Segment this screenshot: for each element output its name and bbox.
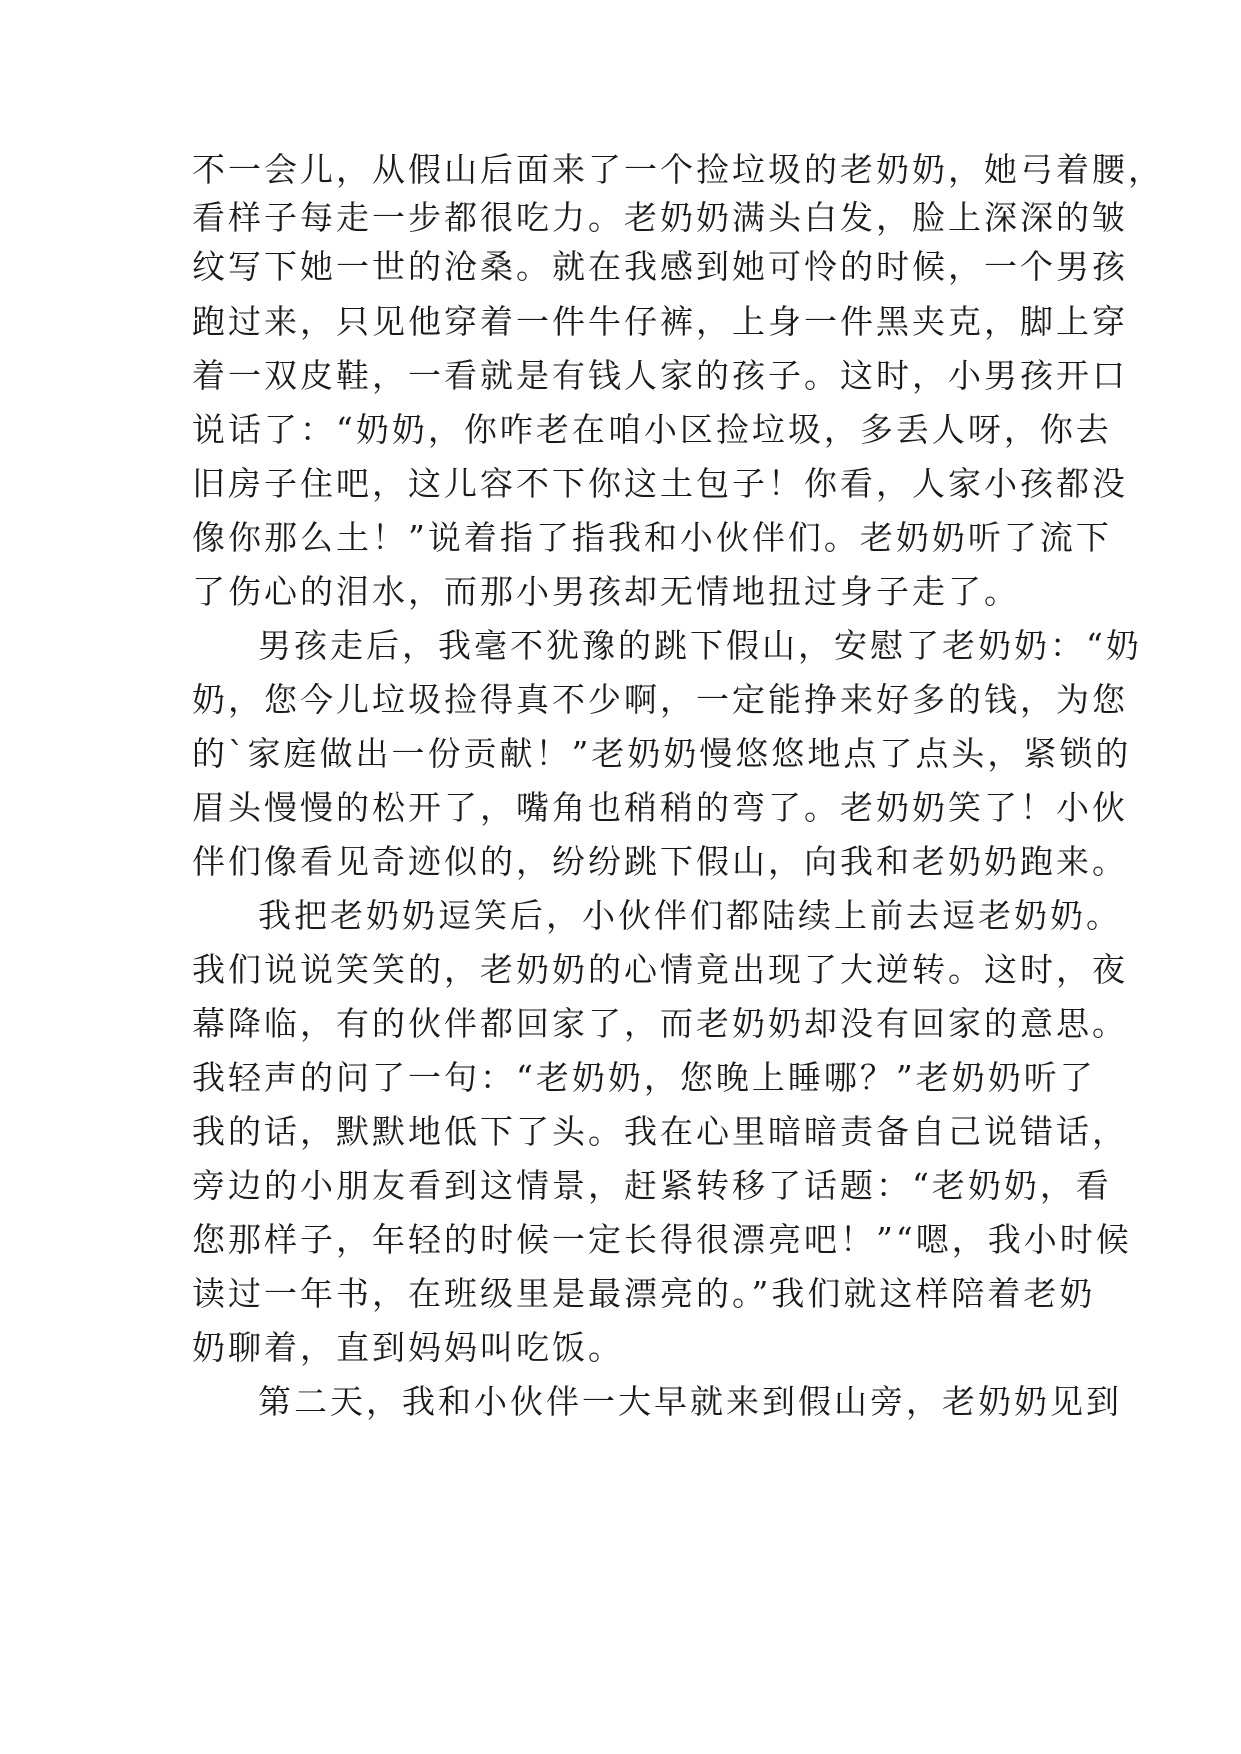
text-line: 着一双皮鞋，一看就是有钱人家的孩子。这时，小男孩开口 xyxy=(192,356,1128,395)
text-line: 我轻声的问了一句：“老奶奶，您晚上睡哪？”老奶奶听了 xyxy=(192,1058,1096,1097)
text-line: 伴们像看见奇迹似的，纷纷跳下假山，向我和老奶奶跑来。 xyxy=(192,842,1128,881)
text-line: 旁边的小朋友看到这情景，赶紧转移了话题：“老奶奶，看 xyxy=(192,1166,1112,1205)
text-line: 旧房子住吧，这儿容不下你这土包子！你看，人家小孩都没 xyxy=(192,464,1128,503)
text-line: 跑过来，只见他穿着一件牛仔裤，上身一件黑夹克，脚上穿 xyxy=(192,302,1128,341)
text-line: 了伤心的泪水，而那小男孩却无情地扭过身子走了。 xyxy=(192,572,1020,611)
text-line: 幕降临，有的伙伴都回家了，而老奶奶却没有回家的意思。 xyxy=(192,1004,1128,1043)
text-line: 眉头慢慢的松开了，嘴角也稍稍的弯了。老奶奶笑了！小伙 xyxy=(192,788,1128,827)
text-line: 的`家庭做出一份贡献！”老奶奶慢悠悠地点了点头，紧锁的 xyxy=(192,734,1132,773)
text-line: 不一会儿，从假山后面来了一个捡垃圾的老奶奶，她弓着腰， xyxy=(192,150,1164,189)
text-line: 读过一年书，在班级里是最漂亮的。”我们就这样陪着老奶 xyxy=(192,1274,1096,1313)
text-line: 奶，您今儿垃圾捡得真不少啊，一定能挣来好多的钱，为您 xyxy=(192,680,1128,719)
paragraph-first-line: 第二天，我和小伙伴一大早就来到假山旁，老奶奶见到 xyxy=(258,1382,1122,1421)
text-line: 您那样子，年轻的时候一定长得很漂亮吧！”“嗯，我小时候 xyxy=(192,1220,1132,1259)
text-line: 奶聊着，直到妈妈叫吃饭。 xyxy=(192,1328,624,1367)
text-line: 看样子每走一步都很吃力。老奶奶满头白发，脸上深深的皱 xyxy=(192,198,1128,237)
text-line: 像你那么土！”说着指了指我和小伙伴们。老奶奶听了流下 xyxy=(192,518,1112,557)
text-line: 说话了：“奶奶，你咋老在咱小区捡垃圾，多丢人呀，你去 xyxy=(192,410,1112,449)
text-line: 我的话，默默地低下了头。我在心里暗暗责备自己说错话， xyxy=(192,1112,1128,1151)
text-line: 纹写下她一世的沧桑。就在我感到她可怜的时候，一个男孩 xyxy=(192,247,1128,286)
text-line: 我们说说笑笑的，老奶奶的心情竟出现了大逆转。这时，夜 xyxy=(192,950,1128,989)
paragraph-first-line: 男孩走后，我毫不犹豫的跳下假山，安慰了老奶奶：“奶 xyxy=(258,626,1142,665)
paragraph-first-line: 我把老奶奶逗笑后，小伙伴们都陆续上前去逗老奶奶。 xyxy=(258,896,1122,935)
